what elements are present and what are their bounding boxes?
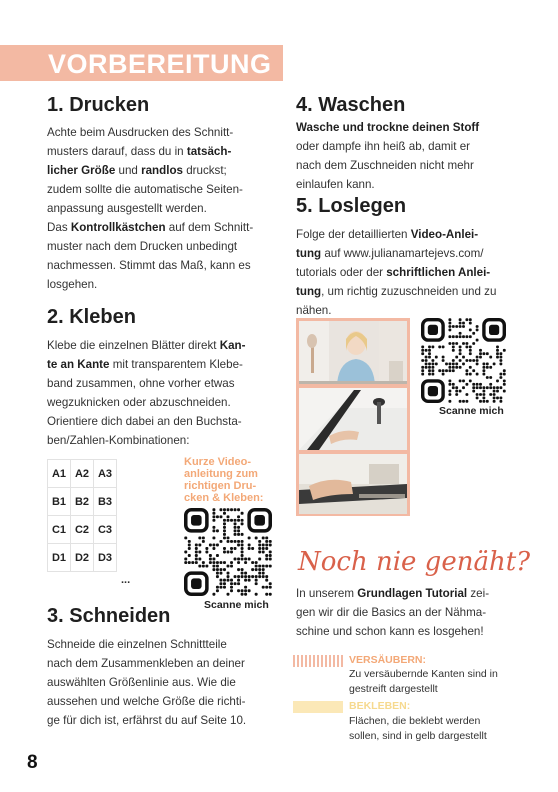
page-number: 8 bbox=[27, 752, 38, 773]
legend-striped-swatch bbox=[293, 655, 343, 667]
heading-schneiden: 3. Schneiden bbox=[47, 604, 170, 628]
kleben-text: Klebe die einzelnen Blätter direkt Kan- te an Kante mit transparentem Klebe- band zusammen, ohne vorher etwas wegzuknicken oder abzuschneiden. Orientiere dich dabei an den Buchsta- ben/Zahlen-Kombinationen: bbox=[47, 339, 246, 447]
script-title-noch-nie-genaeht bbox=[296, 530, 531, 580]
svg-text:Noch nie genäht?: Noch nie genäht? bbox=[298, 547, 531, 577]
grid-cell: D1 bbox=[48, 544, 71, 572]
grid-cell: C3 bbox=[94, 516, 117, 544]
qr-label-loslegen: Scanne mich bbox=[439, 405, 504, 417]
qr-label-kleben: Scanne mich bbox=[204, 599, 269, 611]
legend-bekleben-text: Flächen, die beklebt werden sollen, sind in gelb dargestellt bbox=[349, 715, 487, 742]
qr-code-icon[interactable] bbox=[421, 318, 506, 403]
legend-bekleben-title: BEKLEBEN: bbox=[349, 700, 411, 712]
banner-title: VORBEREITUNG bbox=[48, 49, 272, 79]
video-thumbnail[interactable] bbox=[299, 321, 407, 384]
grid-cell: B1 bbox=[48, 488, 71, 516]
heading-drucken: 1. Drucken bbox=[47, 93, 149, 117]
video-thumbnail[interactable] bbox=[299, 454, 407, 514]
grid-cell: C2 bbox=[71, 516, 94, 544]
qr-code-icon[interactable] bbox=[184, 508, 272, 596]
legend-yellow-swatch bbox=[293, 701, 343, 713]
grid-cell: B3 bbox=[94, 488, 117, 516]
video-note: Kurze Video- anleitung zum richtigen Dru- cken & Kleben: bbox=[184, 456, 264, 504]
noch-nie-text: In unserem Grundlagen Tutorial zei- gen wir dir die Basics an der Nähma- schine und schon kann es losgehen! bbox=[296, 587, 490, 638]
drucken-text: Achte beim Ausdrucken des Schnitt- musters darauf, dass du in tatsäch- licher Größe und randlos druckst; zudem sollte die automatische Seiten- anpassung ausgestellt werden. Das Kontrollkästchen auf dem Schnitt- muster nach dem Drucken unbedingt nachmessen. Stimmt das Maß, kann es losgehen. bbox=[47, 126, 254, 291]
heading-kleben: 2. Kleben bbox=[47, 305, 136, 329]
parts-grid bbox=[47, 459, 117, 572]
legend-versaeubern-title: VERSÄUBERN: bbox=[349, 654, 427, 666]
grid-cell: D2 bbox=[71, 544, 94, 572]
grid-cell: A3 bbox=[94, 460, 117, 488]
heading-loslegen: 5. Loslegen bbox=[296, 194, 406, 218]
grid-more: ... bbox=[121, 574, 131, 586]
grid-cell: B2 bbox=[71, 488, 94, 516]
legend-versaeubern-text: Zu versäubernde Kanten sind in gestreift dargestellt bbox=[349, 668, 498, 695]
grid-cell: A1 bbox=[48, 460, 71, 488]
grid-cell: A2 bbox=[71, 460, 94, 488]
loslegen-text: Folge der detaillierten Video-Anlei- tung auf www.julianamartejevs.com/ tutorials oder der schriftlichen Anlei- tung, um richtig zuzuschneiden und zu nähen. bbox=[296, 228, 497, 317]
schneiden-text: Schneide die einzelnen Schnittteile nach dem Zusammenkleben an deiner auswählten Größenlinie aus. Wie die aussehen und welche Größe die richti- ge für dich ist, erfährst du auf Seite 10. bbox=[47, 638, 247, 727]
grid-cell: D3 bbox=[94, 544, 117, 572]
grid-cell: C1 bbox=[48, 516, 71, 544]
video-thumbnail[interactable] bbox=[299, 388, 407, 450]
heading-waschen: 4. Waschen bbox=[296, 93, 405, 117]
waschen-text: Wasche und trockne deinen Stoff oder dampfe ihn heiß ab, damit er nach dem Zuschneiden nicht mehr einlaufen kann. bbox=[296, 121, 480, 191]
